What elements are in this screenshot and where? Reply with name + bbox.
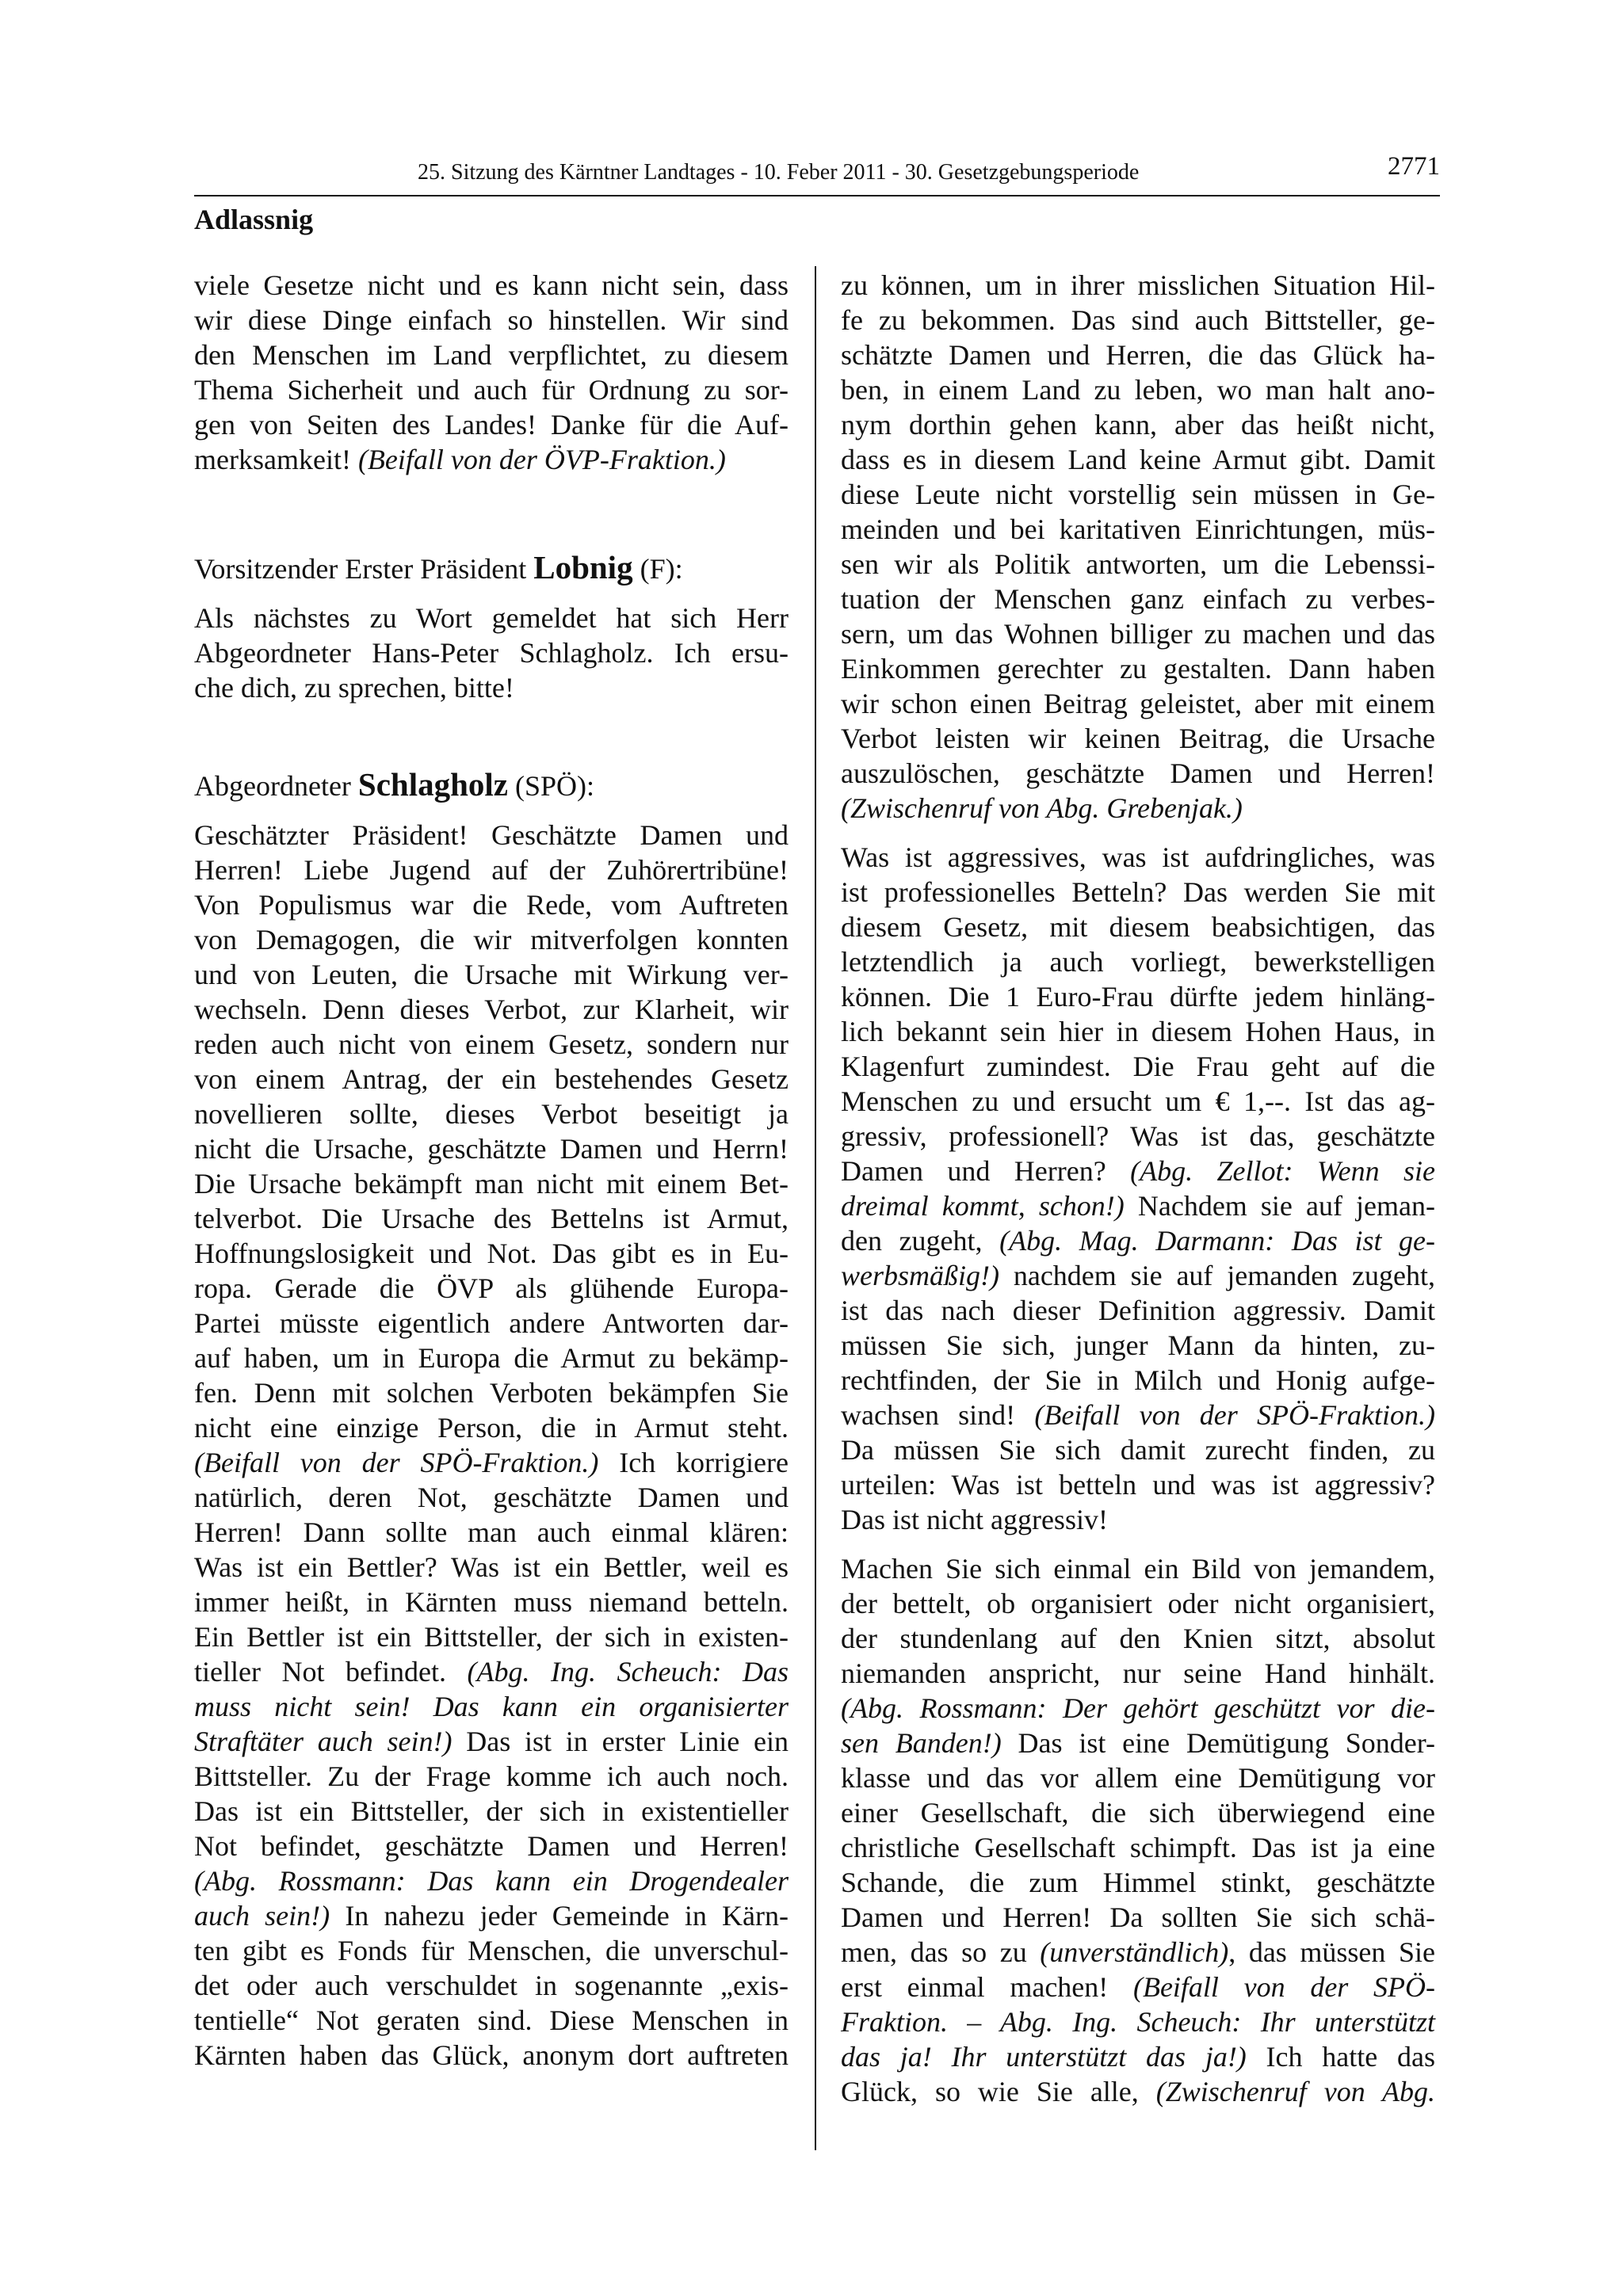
text-line xyxy=(194,442,789,477)
text-line xyxy=(194,1619,789,1654)
speech-text: der stundenlang auf den Knien sitzt, absolut xyxy=(841,1623,1435,1654)
page-number: 2771 xyxy=(1388,152,1440,181)
text-line xyxy=(841,944,1435,979)
speech-text: klasse und das vor allem eine Demütigung vor xyxy=(841,1762,1435,1794)
text-line xyxy=(841,1363,1435,1398)
speech-text: der bettelt, ob organisiert oder nicht organisiert, xyxy=(841,1588,1435,1619)
text-line xyxy=(194,1341,789,1375)
speech-text: von einem Antrag, der ein bestehendes Gesetz xyxy=(194,1063,789,1095)
text-line xyxy=(841,791,1435,826)
interjection-text: (Abg. Rossmann: Das kann ein Drogendealer xyxy=(194,1865,789,1897)
speech-text: In nahezu jeder Gemeinde in Kärn- xyxy=(330,1900,789,1932)
text-line xyxy=(194,1724,789,1759)
speech-text: Da müssen Sie sich damit zurecht finden, zu xyxy=(841,1434,1435,1466)
speaker-role: Abgeordneter xyxy=(194,770,358,802)
speech-text: men, das so zu xyxy=(841,1936,1041,1968)
text-line xyxy=(194,1829,789,1863)
speech-text: Bittsteller. Zu der Frage komme ich auch noch. xyxy=(194,1760,789,1792)
speech-text: Menschen zu und ersucht um € 1,--. Ist das ag- xyxy=(841,1085,1435,1117)
speaker-party: (F): xyxy=(632,553,683,585)
text-line xyxy=(194,1201,789,1236)
text-line xyxy=(841,1293,1435,1328)
speech-text: wir schon einen Beitrag geleistet, aber mit einem xyxy=(841,688,1435,719)
text-line xyxy=(841,1795,1435,1830)
text-line xyxy=(841,721,1435,756)
text-line xyxy=(194,372,789,407)
text-line xyxy=(841,1551,1435,1586)
text-line xyxy=(841,338,1435,372)
speech-text: meinden und bei karitativen Einrichtungen, müs- xyxy=(841,513,1435,545)
text-line xyxy=(841,1328,1435,1363)
interjection-text: muss nicht sein! Das kann ein organisierter xyxy=(194,1691,789,1722)
text-line xyxy=(194,957,789,992)
text-line xyxy=(194,922,789,957)
speech-text: Von Populismus war die Rede, vom Auftreten xyxy=(194,889,789,921)
text-line xyxy=(841,268,1435,303)
text-line xyxy=(194,1445,789,1480)
text-line xyxy=(841,1970,1435,2004)
text-line xyxy=(841,2004,1435,2039)
speech-text: Glück, so wie Sie alle, xyxy=(841,2076,1156,2107)
interjection-text: (Zwischenruf von Abg. Grebenjak.) xyxy=(841,792,1243,824)
speech-text: schätzte Damen und Herren, die das Glück ha- xyxy=(841,339,1435,371)
text-line xyxy=(841,1900,1435,1935)
text-line xyxy=(194,1550,789,1585)
text-line xyxy=(841,407,1435,442)
text-line xyxy=(841,686,1435,721)
text-line xyxy=(841,303,1435,338)
interjection-text: (Abg. Rossmann: Der gehört geschützt vor die- xyxy=(841,1692,1435,1724)
text-line xyxy=(841,2039,1435,2074)
text-line xyxy=(194,852,789,887)
speech-text: gressiv, professionell? Was ist das, geschätzte xyxy=(841,1120,1435,1152)
text-line xyxy=(194,1375,789,1410)
text-line xyxy=(194,635,789,670)
text-line xyxy=(841,840,1435,875)
text-line xyxy=(841,1223,1435,1258)
speech-text: dass es in diesem Land keine Armut gibt. Damit xyxy=(841,444,1435,475)
speech-text: ten gibt es Fonds für Menschen, die unverschul- xyxy=(194,1935,789,1966)
speech-text: Damen und Herren? xyxy=(841,1155,1131,1187)
speech-text: auf haben, um in Europa die Armut zu bekämp- xyxy=(194,1342,789,1374)
speech-text: Das ist ein Bittsteller, der sich in existentieller xyxy=(194,1795,789,1827)
column-divider xyxy=(815,266,816,2150)
speech-text: Ich hatte das xyxy=(1246,2041,1435,2073)
speech-text: ben, in einem Land zu leben, wo man halt ano- xyxy=(841,374,1435,406)
paragraph xyxy=(841,268,1435,826)
speech-text: Partei müsste eigentlich andere Antworten dar- xyxy=(194,1307,789,1339)
text-line xyxy=(841,1935,1435,1970)
speech-text: Klagenfurt zumindest. Die Frau geht auf die xyxy=(841,1051,1435,1082)
text-line xyxy=(841,442,1435,477)
text-line xyxy=(194,407,789,442)
page-header xyxy=(194,152,1440,196)
speech-text: diesem Gesetz, mit diesem beabsichtigen, das xyxy=(841,911,1435,943)
speech-text: können. Die 1 Euro-Frau dürfte jedem hinläng- xyxy=(841,981,1435,1013)
speaker-party: (SPÖ): xyxy=(508,770,595,802)
speech-text: wir diese Dinge einfach so hinstellen. Wir sind xyxy=(194,304,789,336)
speech-text: immer heißt, in Kärnten muss niemand betteln. xyxy=(194,1586,789,1618)
running-speaker-name: Adlassnig xyxy=(194,204,314,235)
speech-text: Damen und Herren! Da sollten Sie sich schä- xyxy=(841,1901,1435,1933)
speech-text: Schande, die zum Himmel stinkt, geschätzte xyxy=(841,1867,1435,1898)
interjection-text: werbsmäßig!) xyxy=(841,1260,999,1291)
text-line xyxy=(841,1726,1435,1760)
text-line xyxy=(841,756,1435,791)
speech-text: ropa. Gerade die ÖVP als glühende Europa- xyxy=(194,1272,789,1304)
text-line xyxy=(841,651,1435,686)
text-line xyxy=(194,1898,789,1933)
speech-text: Was ist aggressives, was ist aufdringliches, was xyxy=(841,841,1435,873)
text-line xyxy=(194,1933,789,1968)
text-line xyxy=(194,2038,789,2073)
text-line xyxy=(194,1480,789,1515)
text-line xyxy=(194,1794,789,1829)
speech-text: ist das nach dieser Definition aggressiv. Damit xyxy=(841,1295,1435,1326)
speech-text: lich bekannt sein hier in diesem Hohen Haus, in xyxy=(841,1016,1435,1047)
speech-text: , das müssen Sie xyxy=(1228,1936,1435,1968)
text-line xyxy=(841,1691,1435,1726)
speech-text: sen wir als Politik antworten, um die Lebenssi- xyxy=(841,548,1435,580)
text-line xyxy=(194,992,789,1027)
text-line xyxy=(841,512,1435,547)
speech-text: den zugeht, xyxy=(841,1225,1000,1257)
speaker-role: Vorsitzender Erster Präsident xyxy=(194,553,534,585)
text-line xyxy=(841,1830,1435,1865)
speech-text: einer Gesellschaft, die sich überwiegend eine xyxy=(841,1797,1435,1829)
text-line xyxy=(194,1097,789,1131)
text-line xyxy=(194,818,789,852)
interjection-text: (Beifall von der SPÖ-Fraktion.) xyxy=(1034,1399,1435,1431)
speech-text: Verbot leisten wir keinen Beitrag, die Ursache xyxy=(841,723,1435,754)
session-title: 25. Sitzung des Kärntner Landtages - 10. Feber 2011 - 30. Gesetzgebungsperiode xyxy=(418,160,1140,185)
text-line xyxy=(841,1154,1435,1188)
speech-text: Hoffnungslosigkeit und Not. Das gibt es in Eu- xyxy=(194,1238,789,1269)
speech-text: wechseln. Denn dieses Verbot, zur Klarheit, wir xyxy=(194,994,789,1025)
paragraph xyxy=(841,840,1435,1537)
text-line xyxy=(841,1188,1435,1223)
text-line xyxy=(194,1968,789,2003)
speech-text: nachdem sie auf jemanden zugeht, xyxy=(999,1260,1435,1291)
interjection-text: sen Banden!) xyxy=(841,1727,1002,1759)
speech-text: zu können, um in ihrer misslichen Situation Hil- xyxy=(841,269,1435,301)
speech-text: wachsen sind! xyxy=(841,1399,1035,1431)
speech-text: und von Leuten, die Ursache mit Wirkung ver- xyxy=(194,959,789,990)
speech-text: Herren! Dann sollte man auch einmal klären: xyxy=(194,1516,789,1548)
right-column xyxy=(841,268,1435,2123)
speech-text: auszulöschen, geschätzte Damen und Herren! xyxy=(841,757,1435,789)
speech-text: urteilen: Was ist betteln und was ist aggressiv? xyxy=(841,1469,1435,1501)
text-line xyxy=(194,303,789,338)
speech-text: von Demagogen, die wir mitverfolgen konnten xyxy=(194,924,789,955)
interjection-text: (Beifall von der SPÖ- xyxy=(1132,1971,1435,2003)
text-line xyxy=(841,979,1435,1014)
left-column xyxy=(194,268,789,2087)
text-line xyxy=(841,1586,1435,1621)
interjection-text: (Beifall von der ÖVP-Fraktion.) xyxy=(357,444,726,475)
text-line xyxy=(841,582,1435,616)
text-line xyxy=(194,1515,789,1550)
speech-text: Das ist eine Demütigung Sonder- xyxy=(1001,1727,1435,1759)
interjection-text: Straftäter auch sein!) xyxy=(194,1726,453,1757)
text-line xyxy=(194,1585,789,1619)
paragraph xyxy=(194,268,789,477)
text-line xyxy=(841,547,1435,582)
speech-text: sern, um das Wohnen billiger zu machen und das xyxy=(841,618,1435,650)
text-line xyxy=(194,1271,789,1306)
speech-text: novellieren sollte, dieses Verbot beseitigt ja xyxy=(194,1098,789,1130)
speech-text: niemanden anspricht, nur seine Hand hinhält. xyxy=(841,1657,1435,1689)
speech-text: fe zu bekommen. Das sind auch Bittsteller, ge- xyxy=(841,304,1435,336)
interjection-text: auch sein!) xyxy=(194,1900,330,1932)
speech-text: natürlich, deren Not, geschätzte Damen und xyxy=(194,1482,789,1513)
speech-text: det oder auch verschuldet in sogenannte „exis- xyxy=(194,1970,789,2001)
speech-text: che dich, zu sprechen, bitte! xyxy=(194,672,514,704)
interjection-text: (unverständlich) xyxy=(1040,1936,1229,1968)
text-line xyxy=(841,1119,1435,1154)
speech-text: Die Ursache bekämpft man nicht mit einem Bet- xyxy=(194,1168,789,1199)
speech-text: christliche Gesellschaft schimpft. Das ist ja eine xyxy=(841,1832,1435,1863)
text-line xyxy=(194,1863,789,1898)
interjection-text: das ja! Ihr unterstützt das ja!) xyxy=(841,2041,1247,2073)
speech-text: Machen Sie sich einmal ein Bild von jemandem, xyxy=(841,1553,1435,1585)
text-line xyxy=(194,670,789,705)
paragraph xyxy=(841,1551,1435,2109)
speech-text: Ich korrigiere xyxy=(598,1447,789,1478)
speech-text: nicht die Ursache, geschätzte Damen und Herrn! xyxy=(194,1133,789,1165)
speech-text: Das ist nicht aggressiv! xyxy=(841,1504,1108,1535)
text-line xyxy=(194,1062,789,1097)
speech-text: Als nächstes zu Wort gemeldet hat sich Herr xyxy=(194,602,789,634)
text-line xyxy=(194,1689,789,1724)
speech-text: Was ist ein Bettler? Was ist ein Bettler, weil es xyxy=(194,1551,789,1583)
text-line xyxy=(194,1131,789,1166)
speaker-heading xyxy=(194,767,789,803)
text-line xyxy=(841,2074,1435,2109)
text-line xyxy=(841,1084,1435,1119)
speech-text: tuation der Menschen ganz einfach zu verbes- xyxy=(841,583,1435,615)
speech-text: den Menschen im Land verpflichtet, zu diesem xyxy=(194,339,789,371)
text-line xyxy=(841,1621,1435,1656)
speech-text: nicht eine einzige Person, die in Armut steht. xyxy=(194,1412,789,1444)
interjection-text: (Beifall von der SPÖ-Fraktion.) xyxy=(194,1447,599,1478)
speech-text: ist professionelles Betteln? Das werden Sie mit xyxy=(841,876,1435,908)
speech-text: Ein Bettler ist ein Bittsteller, der sich in existen- xyxy=(194,1621,789,1653)
interjection-text: (Abg. Mag. Darmann: Das ist ge- xyxy=(999,1225,1436,1257)
text-line xyxy=(194,1166,789,1201)
text-line xyxy=(841,1398,1435,1432)
text-line xyxy=(841,372,1435,407)
speech-text: Abgeordneter Hans-Peter Schlagholz. Ich ersu- xyxy=(194,637,789,669)
speech-text: erst einmal machen! xyxy=(841,1971,1133,2003)
text-line xyxy=(841,1865,1435,1900)
text-line xyxy=(841,1258,1435,1293)
text-line xyxy=(194,2003,789,2038)
speech-text: Kärnten haben das Glück, anonym dort auftreten xyxy=(194,2039,789,2071)
speech-text: müssen Sie sich, junger Mann da hinten, zu- xyxy=(841,1329,1435,1361)
text-line xyxy=(194,1759,789,1794)
text-line xyxy=(841,477,1435,512)
text-line xyxy=(841,875,1435,910)
speech-text: fen. Denn mit solchen Verboten bekämpfen Sie xyxy=(194,1377,789,1409)
speech-text: reden auch nicht von einem Gesetz, sondern nur xyxy=(194,1028,789,1060)
interjection-text: (Zwischenruf von Abg. xyxy=(1155,2076,1435,2107)
speech-text: letztendlich ja auch vorliegt, bewerkstelligen xyxy=(841,946,1435,978)
text-line xyxy=(841,1656,1435,1691)
speech-text: Thema Sicherheit und auch für Ordnung zu sor- xyxy=(194,374,789,406)
text-line xyxy=(194,1027,789,1062)
speech-text: nym dorthin gehen kann, aber das heißt nicht, xyxy=(841,409,1435,441)
speech-text: viele Gesetze nicht und es kann nicht sein, dass xyxy=(194,269,789,301)
interjection-text: dreimal kommt, schon!) xyxy=(841,1190,1125,1222)
speech-text: diese Leute nicht vorstellig sein müssen in Ge- xyxy=(841,479,1435,510)
text-line xyxy=(194,1306,789,1341)
speaker-surname: Schlagholz xyxy=(357,766,509,803)
text-line xyxy=(841,1760,1435,1795)
speaker-surname: Lobnig xyxy=(533,549,633,585)
interjection-text: (Abg. Zellot: Wenn sie xyxy=(1130,1155,1436,1187)
text-line xyxy=(841,1014,1435,1049)
speech-text: gen von Seiten des Landes! Danke für die Auf- xyxy=(194,409,789,441)
text-line xyxy=(194,887,789,922)
text-line xyxy=(194,601,789,635)
speaker-heading xyxy=(194,550,789,586)
text-line xyxy=(841,616,1435,651)
text-line xyxy=(841,910,1435,944)
text-line xyxy=(194,268,789,303)
speech-text: Herren! Liebe Jugend auf der Zuhörertribüne! xyxy=(194,854,789,886)
speech-text: tentielle“ Not geraten sind. Diese Menschen in xyxy=(194,2004,789,2036)
text-line xyxy=(194,1654,789,1689)
text-line xyxy=(841,1502,1435,1537)
speech-text: Nachdem sie auf jeman- xyxy=(1124,1190,1435,1222)
header-rule xyxy=(194,195,1440,196)
interjection-text: (Abg. Ing. Scheuch: Das xyxy=(467,1656,789,1688)
speech-text: rechtfinden, der Sie in Milch und Honig aufge- xyxy=(841,1364,1435,1396)
text-line xyxy=(194,1236,789,1271)
speech-text: tieller Not befindet. xyxy=(194,1656,468,1688)
interjection-text: Fraktion. – Abg. Ing. Scheuch: Ihr unterstützt xyxy=(841,2006,1435,2038)
text-line xyxy=(841,1467,1435,1502)
text-line xyxy=(194,338,789,372)
paragraph xyxy=(194,601,789,705)
speech-text: merksamkeit! xyxy=(194,444,358,475)
speech-text: Einkommen gerechter zu gestalten. Dann haben xyxy=(841,653,1435,685)
speech-text: telverbot. Die Ursache des Bettelns ist Armut, xyxy=(194,1203,789,1234)
paragraph xyxy=(194,818,789,2073)
speech-text: Das ist in erster Linie ein xyxy=(452,1726,789,1757)
speech-text: Geschätzter Präsident! Geschätzte Damen und xyxy=(194,819,789,851)
text-line xyxy=(841,1049,1435,1084)
text-line xyxy=(194,1410,789,1445)
text-line xyxy=(841,1432,1435,1467)
speech-text: Not befindet, geschätzte Damen und Herren! xyxy=(194,1830,789,1862)
